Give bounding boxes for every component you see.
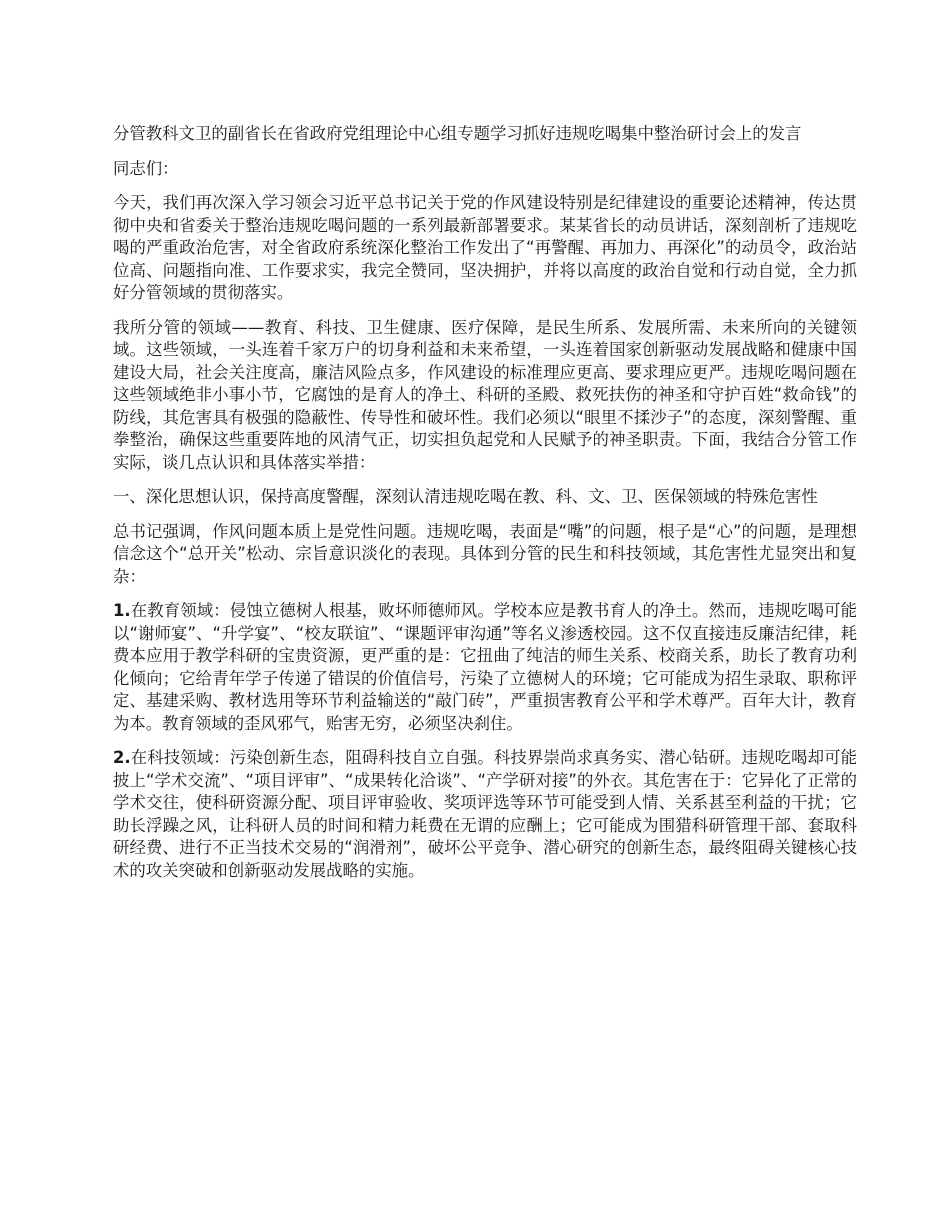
document-page: [113, 123, 857, 894]
point-number: 1.: [113, 601, 131, 620]
point-text: 在教育领域：侵蚀立德树人根基，败坏师德师风。学校本应是教书育人的净土。然而，违规吃喝可能以“谢师宴”、“升学宴”、“校友联谊”、“课题评审沟通”等名义渗透校园。这不仅直接违反廉洁纪律，耗费本应用于教学科研的宝贵资源，更严重的是：它扭曲了纯洁的师生关系、校商关系，助长了教育功利化倾向；它给青年学子传递了错误的价值信号，污染了立德树人的环境；它可能成为招生录取、职称评定、基建采购、教材选用等环节利益输送的“敲门砖”，严重损害教育公平和学术尊严。百年大计，教育为本。教育领域的歪风邪气，贻害无穷，必须坚决刹住。: [113, 601, 857, 733]
intro-paragraph: 今天，我们再次深入学习领会习近平总书记关于党的作风建设特别是纪律建设的重要论述精神，传达贯彻中央和省委关于整治违规吃喝问题的一系列最新部署要求。某某省长的动员讲话，深刻剖析了违规吃喝的严重政治危害，对全省政府系统深化整治工作发出了“再警醒、再加力、再深化”的动员令，政治站位高、问题指向准、工作要求实，我完全赞同，坚决拥护，并将以高度的政治自觉和行动自觉，全力抓好分管领域的贯彻落实。: [113, 193, 857, 302]
point-education: [113, 600, 857, 735]
point-number: 2.: [113, 748, 131, 767]
document-title: 分管教科文卫的副省长在省政府党组理论中心组专题学习抓好违规吃喝集中整治研讨会上的发言: [113, 124, 802, 143]
point-text: 在科技领域：污染创新生态，阻碍科技自立自强。科技界崇尚求真务实、潜心钻研。违规吃喝却可能披上“学术交流”、“项目评审”、“成果转化洽谈”、“产学研对接”的外衣。其危害在于：它异化了正常的学术交往，使科研资源分配、项目评审验收、奖项评选等环节可能受到人情、关系甚至利益的干扰；它助长浮躁之风，让科研人员的时间和精力耗费在无谓的应酬上；它可能成为围猎科研管理干部、套取科研经费、进行不正当技术交易的“润滑剂”，破坏公平竞争、潜心研究的创新生态，最终阻碍关键核心技术的攻关突破和创新驱动发展战略的实施。: [113, 748, 857, 880]
salutation: 同志们：: [113, 158, 179, 178]
section-one-intro: 总书记强调，作风问题本质上是党性问题。违规吃喝，表面是“嘴”的问题，根子是“心”的问题，是理想信念这个“总开关”松动、宗旨意识淡化的表现。具体到分管的民生和科技领域，其危害性尤显突出和复杂：: [113, 521, 857, 586]
domain-paragraph: 我所分管的领域——教育、科技、卫生健康、医疗保障，是民生所系、发展所需、未来所向的关键领域。这些领域，一头连着千家万户的切身利益和未来希望，一头连着国家创新驱动发展战略和健康中国建设大局，社会关注度高，廉洁风险点多，作风建设的标准理应更高、要求理应更严。违规吃喝问题在这些领域绝非小事小节，它腐蚀的是育人的净土、科研的圣殿、救死扶伤的神圣和守护百姓“救命钱”的防线，其危害具有极强的隐蔽性、传导性和破坏性。我们必须以“眼里不揉沙子”的态度，深刻警醒、重拳整治，确保这些重要阵地的风清气正，切实担负起党和人民赋予的神圣职责。下面，我结合分管工作实际，谈几点认识和具体落实举措：: [113, 317, 857, 472]
section-one-heading: 一、深化思想认识，保持高度警醒，深刻认清违规吃喝在教、科、文、卫、医保领域的特殊危害性: [113, 487, 818, 506]
point-technology: [113, 747, 857, 882]
